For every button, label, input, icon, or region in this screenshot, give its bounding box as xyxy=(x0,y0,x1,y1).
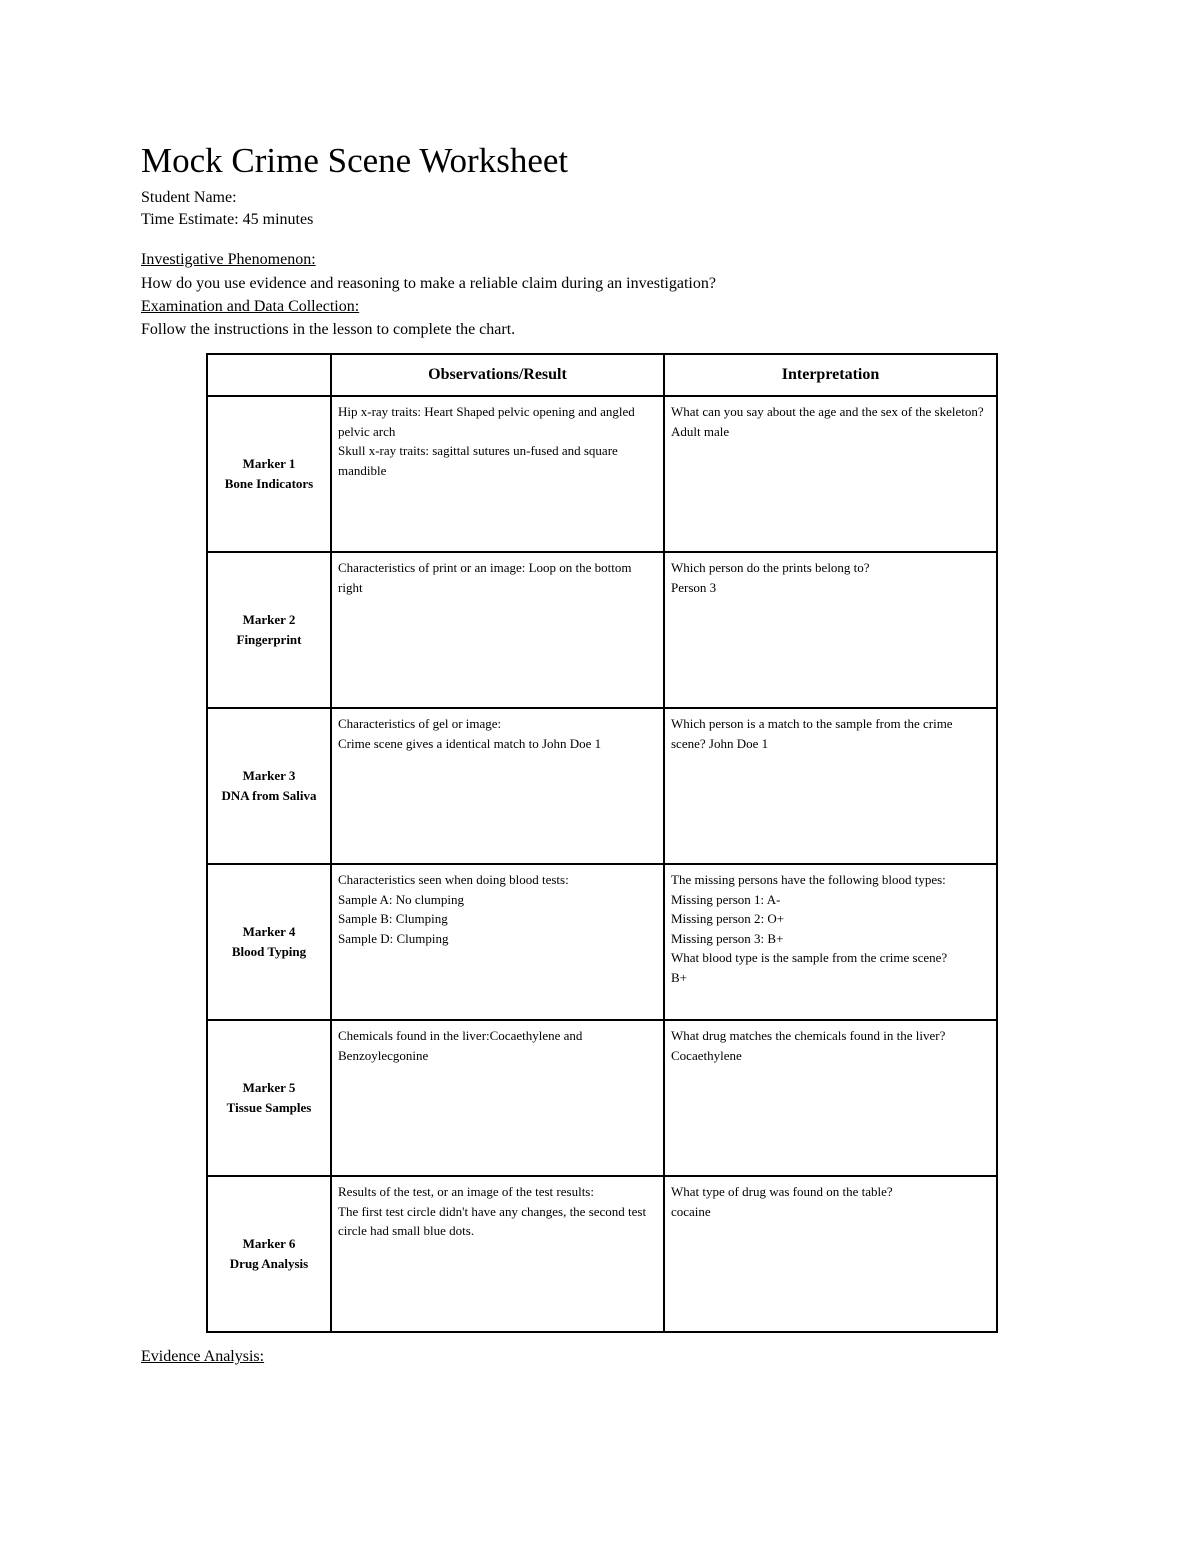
interpretation-line: What blood type is the sample from the crime scene? xyxy=(671,950,948,965)
marker-name: Tissue Samples xyxy=(226,1100,312,1115)
evidence-chart xyxy=(206,353,998,1333)
interpretation-line: Which person is a match to the sample from the crime scene? John Doe 1 xyxy=(671,716,953,751)
interpretation-cell xyxy=(664,1020,997,1176)
header-blank xyxy=(207,354,331,396)
marker-name: Blood Typing xyxy=(231,944,307,959)
student-name-label: Student Name: xyxy=(141,189,237,206)
observation-line: Sample D: Clumping xyxy=(338,930,449,946)
marker-name: DNA from Saliva xyxy=(221,788,317,803)
observation-line: Chemicals found in the liver:Cocaethylene and Benzoylecgonine xyxy=(338,1028,583,1063)
marker-number: Marker 6 xyxy=(242,1236,296,1251)
interpretation-line: Missing person 2: O+ xyxy=(671,911,785,926)
observation-line: Hip x-ray traits: Heart Shaped pelvic opening and angled pelvic arch xyxy=(338,404,635,439)
examination-instructions: Follow the instructions in the lesson to complete the chart. xyxy=(141,321,516,338)
chart-header-row xyxy=(207,354,997,396)
marker-cell xyxy=(207,552,331,708)
observation-line: Characteristics of gel or image: xyxy=(338,716,502,731)
interpretation-line: Person 3 xyxy=(671,579,717,595)
interpretation-line: Missing person 1: A- xyxy=(671,891,781,907)
marker-number: Marker 2 xyxy=(242,612,296,627)
marker-cell xyxy=(207,396,331,552)
interpretation-line: cocaine xyxy=(671,1203,711,1219)
marker-name: Bone Indicators xyxy=(224,476,314,491)
interpretation-cell xyxy=(664,708,997,864)
observation-line: The first test circle didn't have any changes, the second test circle had small blue dots. xyxy=(338,1203,647,1238)
marker-number: Marker 4 xyxy=(242,924,296,939)
table-row xyxy=(207,396,997,552)
interpretation-line: Missing person 3: B+ xyxy=(671,930,784,946)
observations-cell xyxy=(331,552,664,708)
marker-cell xyxy=(207,864,331,1020)
interpretation-cell xyxy=(664,1176,997,1332)
header-observations: Observations/Result xyxy=(331,354,664,396)
marker-cell xyxy=(207,708,331,864)
observations-cell xyxy=(331,708,664,864)
evidence-analysis-heading: Evidence Analysis: xyxy=(141,1348,265,1365)
page-title: Mock Crime Scene Worksheet xyxy=(141,141,569,180)
table-row xyxy=(207,1020,997,1176)
interpretation-line: What can you say about the age and the sex of the skeleton? xyxy=(671,404,984,419)
interpretation-line: The missing persons have the following blood types: xyxy=(671,872,946,887)
marker-number: Marker 1 xyxy=(242,456,296,471)
observation-line: Characteristics of print or an image: Loop on the bottom right xyxy=(338,560,632,595)
marker-cell xyxy=(207,1020,331,1176)
marker-number: Marker 5 xyxy=(242,1080,296,1095)
observation-line: Sample A: No clumping xyxy=(338,891,465,907)
header-interpretation: Interpretation xyxy=(664,354,997,396)
marker-number: Marker 3 xyxy=(242,768,296,783)
observations-cell xyxy=(331,1020,664,1176)
observation-line: Skull x-ray traits: sagittal sutures un-fused and square mandible xyxy=(338,443,618,478)
time-estimate: Time Estimate: 45 minutes xyxy=(141,211,314,228)
table-row xyxy=(207,1176,997,1332)
interpretation-line: Which person do the prints belong to? xyxy=(671,560,870,575)
examination-heading: Examination and Data Collection: xyxy=(141,298,360,315)
observation-line: Characteristics seen when doing blood tests: xyxy=(338,872,569,887)
phenomenon-heading: Investigative Phenomenon: xyxy=(141,251,316,268)
phenomenon-question: How do you use evidence and reasoning to make a reliable claim during an investigation? xyxy=(141,275,716,292)
interpretation-line: Adult male xyxy=(671,423,730,439)
observation-line: Results of the test, or an image of the test results: xyxy=(338,1184,594,1199)
marker-name: Fingerprint xyxy=(236,632,302,647)
observations-cell xyxy=(331,1176,664,1332)
interpretation-line: What drug matches the chemicals found in the liver? xyxy=(671,1028,946,1043)
table-row xyxy=(207,708,997,864)
interpretation-line: Cocaethylene xyxy=(671,1047,742,1063)
interpretation-line: What type of drug was found on the table? xyxy=(671,1184,893,1199)
marker-cell xyxy=(207,1176,331,1332)
observation-line: Crime scene gives a identical match to John Doe 1 xyxy=(338,735,602,751)
interpretation-cell xyxy=(664,552,997,708)
observations-cell xyxy=(331,864,664,1020)
marker-name: Drug Analysis xyxy=(229,1256,309,1271)
table-row xyxy=(207,864,997,1020)
interpretation-cell xyxy=(664,864,997,1020)
observation-line: Sample B: Clumping xyxy=(338,911,448,926)
interpretation-cell xyxy=(664,396,997,552)
table-row xyxy=(207,552,997,708)
interpretation-line: B+ xyxy=(671,969,688,985)
observations-cell xyxy=(331,396,664,552)
